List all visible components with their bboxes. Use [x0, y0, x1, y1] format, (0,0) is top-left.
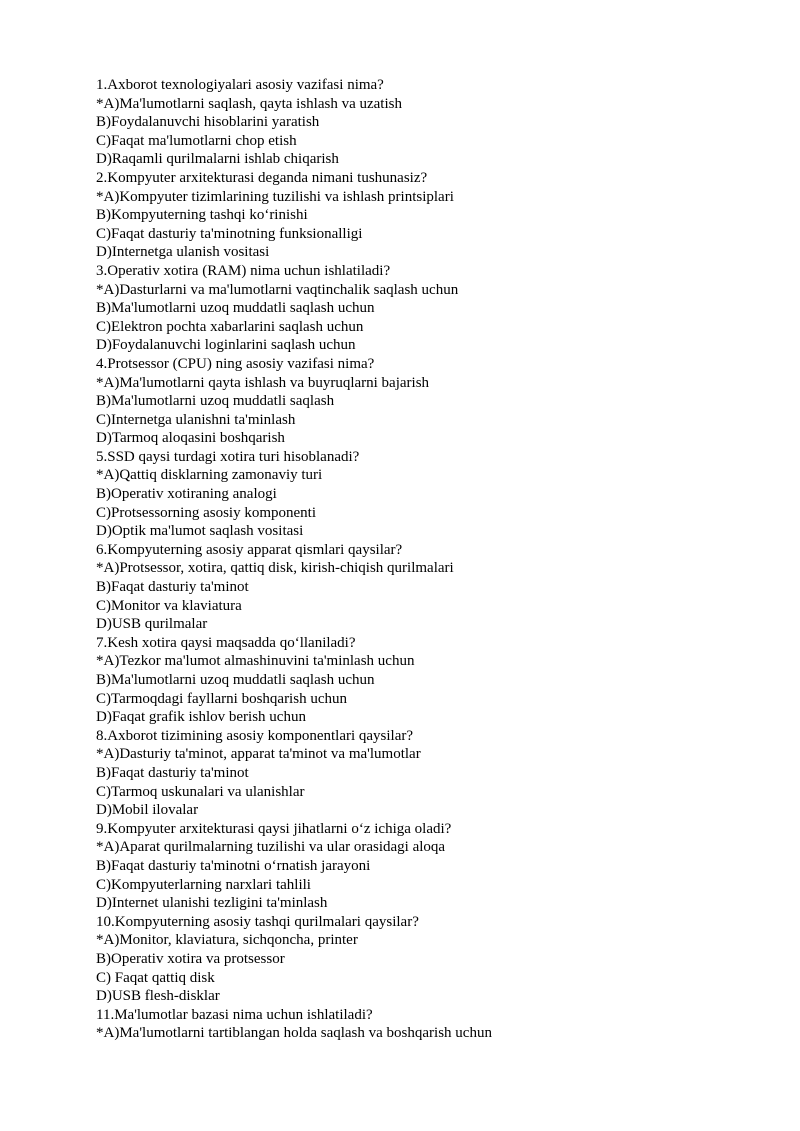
text-line: 7.Kesh xotira qaysi maqsadda qo‘llaniladi?: [96, 634, 356, 651]
text-line: B)Faqat dasturiy ta'minotni o‘rnatish jarayoni: [96, 857, 371, 874]
text-line: B)Operativ xotiraning analogi: [96, 486, 277, 503]
text-line: B)Foydalanuvchi hisoblarini yaratish: [96, 114, 320, 131]
text-line: 11.Ma'lumotlar bazasi nima uchun ishlatiladi?: [96, 1006, 373, 1023]
text-line: *A)Qattiq disklarning zamonaviy turi: [96, 467, 323, 484]
text-line: B)Kompyuterning tashqi ko‘rinishi: [96, 207, 308, 224]
text-line: B)Ma'lumotlarni uzoq muddatli saqlash uchun: [96, 672, 375, 688]
text-line: D)Internet ulanishi tezligini ta'minlash: [96, 895, 328, 912]
text-line: *A)Dasturlarni va ma'lumotlarni vaqtinchalik saqlash uchun: [96, 281, 459, 298]
text-line: B)Ma'lumotlarni uzoq muddatli saqlash: [96, 393, 335, 410]
text-line: D)Foydalanuvchi loginlarini saqlash uchun: [96, 337, 356, 354]
text-line: *A)Ma'lumotlarni saqlash, qayta ishlash va uzatish: [96, 95, 402, 112]
text-line: C)Tarmoq uskunalari va ulanishlar: [96, 783, 305, 800]
text-line: D)Faqat grafik ishlov berish uchun: [96, 709, 306, 726]
text-line: *A)Dasturiy ta'minot, apparat ta'minot va ma'lumotlar: [96, 746, 421, 763]
text-line: 9.Kompyuter arxitekturasi qaysi jihatlarni o‘z ichiga oladi?: [96, 820, 452, 837]
text-line: 6.Kompyuterning asosiy apparat qismlari qaysilar?: [96, 541, 403, 558]
text-line: D)Mobil ilovalar: [96, 802, 199, 819]
document-page: [96, 76, 776, 1043]
text-line: C)Kompyuterlarning narxlari tahlili: [96, 876, 311, 893]
text-line: *A)Kompyuter tizimlarining tuzilishi va ishlash printsiplari: [96, 188, 454, 205]
text-line: C)Monitor va klaviatura: [96, 597, 242, 614]
text-line: C)Tarmoqdagi fayllarni boshqarish uchun: [96, 690, 347, 707]
text-line: *A)Ma'lumotlarni qayta ishlash va buyruqlarni bajarish: [96, 374, 430, 391]
text-line: D)Internetga ulanish vositasi: [96, 244, 270, 261]
text-line: B)Ma'lumotlarni uzoq muddatli saqlash uchun: [96, 300, 375, 317]
text-line: 3.Operativ xotira (RAM) nima uchun ishlatiladi?: [96, 262, 391, 279]
text-line: *A)Aparat qurilmalarning tuzilishi va ular orasidagi aloqa: [96, 839, 446, 856]
text-line: B)Faqat dasturiy ta'minot: [96, 764, 249, 781]
text-line: *A)Monitor, klaviatura, sichqoncha, printer: [96, 932, 358, 949]
text-line: *A)Ma'lumotlarni tartiblangan holda saqlash va boshqarish uchun: [96, 1025, 492, 1042]
text-line: 8.Axborot tizimining asosiy komponentlari qaysilar?: [96, 727, 414, 744]
text-line: *A)Protsessor, xotira, qattiq disk, kirish-chiqish qurilmalari: [96, 560, 454, 577]
text-line: D)USB qurilmalar: [96, 616, 208, 633]
text-line: C)Internetga ulanishni ta'minlash: [96, 411, 296, 428]
text-line: C)Elektron pochta xabarlarini saqlash uchun: [96, 318, 364, 335]
text-line: C)Protsessorning asosiy komponenti: [96, 504, 316, 521]
text-line: D)Optik ma'lumot saqlash vositasi: [96, 523, 304, 540]
text-line: 10.Kompyuterning asosiy tashqi qurilmalari qaysilar?: [96, 913, 419, 930]
text-line: D)USB flesh-disklar: [96, 988, 220, 1005]
text-line: C)Faqat dasturiy ta'minotning funksionalligi: [96, 225, 363, 242]
text-line: C)Faqat ma'lumotlarni chop etish: [96, 132, 297, 149]
text-line: D)Raqamli qurilmalarni ishlab chiqarish: [96, 151, 339, 168]
text-line: B)Operativ xotira va protsessor: [96, 950, 285, 967]
text-line: D)Tarmoq aloqasini boshqarish: [96, 430, 285, 447]
text-line: 5.SSD qaysi turdagi xotira turi hisoblanadi?: [96, 448, 360, 465]
text-line: *A)Tezkor ma'lumot almashinuvini ta'minlash uchun: [96, 653, 415, 670]
text-line: 1.Axborot texnologiyalari asosiy vazifasi nima?: [96, 77, 384, 93]
text-line: 4.Protsessor (CPU) ning asosiy vazifasi nima?: [96, 355, 375, 372]
text-line: B)Faqat dasturiy ta'minot: [96, 579, 249, 596]
text-line: 2.Kompyuter arxitekturasi deganda nimani tushunasiz?: [96, 169, 428, 186]
text-line: C) Faqat qattiq disk: [96, 969, 215, 986]
